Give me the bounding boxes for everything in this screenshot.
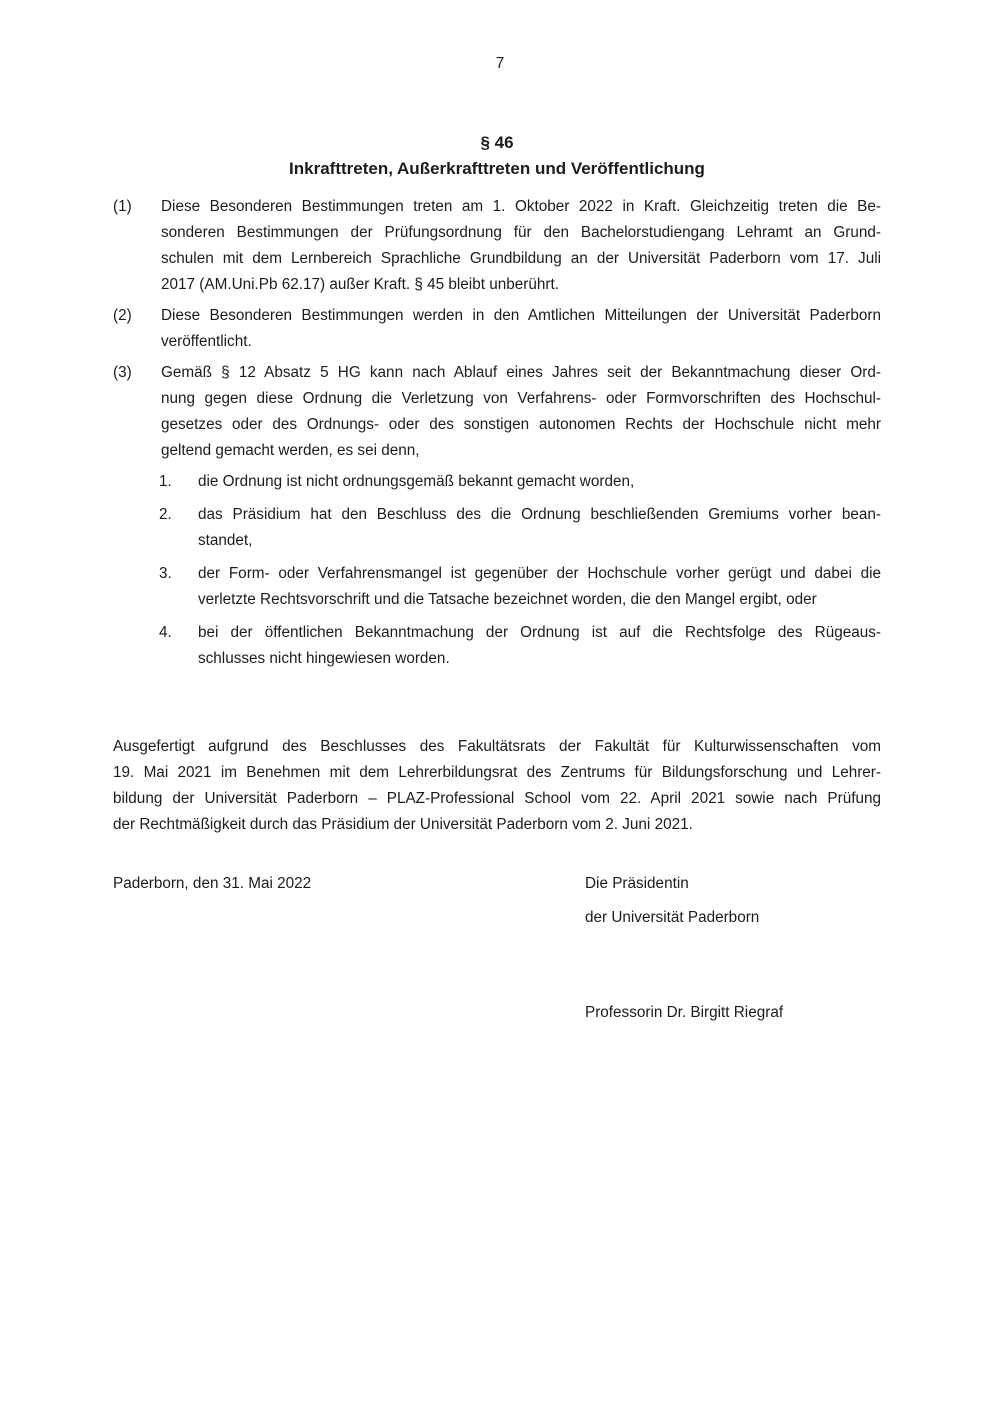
page-number: 7 xyxy=(495,55,505,72)
sublist-item xyxy=(159,620,881,672)
sublist-item-text xyxy=(198,502,881,554)
sublist-item-line: bei der öffentlichen Bekanntmachung der Ordnung ist auf die Rechtsfolge des Rügeaus- xyxy=(198,624,881,641)
sublist-item-line: schlusses nicht hingewiesen worden. xyxy=(198,650,450,667)
paragraph-marker: (1) xyxy=(113,198,132,215)
numbered-paragraph xyxy=(113,303,881,355)
closing-paragraph xyxy=(113,734,881,838)
paragraph-line: nung gegen diese Ordnung die Verletzung von Verfahrens- oder Formvorschriften des Hochschul- xyxy=(161,390,881,407)
numbered-paragraph xyxy=(113,360,881,464)
paragraph-line: veröffentlicht. xyxy=(161,333,252,350)
closing-paragraph-line: der Rechtmäßigkeit durch das Präsidium der Universität Paderborn vom 2. Juni 2021. xyxy=(113,816,693,833)
paragraph-line: Gemäß § 12 Absatz 5 HG kann nach Ablauf eines Jahres seit der Bekanntmachung dieser Ord- xyxy=(161,364,881,381)
signer-title: Die Präsidentin xyxy=(585,875,689,892)
page-content xyxy=(0,130,1000,1026)
sublist-item xyxy=(159,469,881,495)
paragraph-line: 2017 (AM.Uni.Pb 62.17) außer Kraft. § 45 bleibt unberührt. xyxy=(161,276,559,293)
sublist-item-marker: 1. xyxy=(159,473,172,490)
place-date: Paderborn, den 31. Mai 2022 xyxy=(113,875,312,892)
sublist-item-marker: 2. xyxy=(159,506,172,523)
paragraph-marker: (2) xyxy=(113,307,132,324)
closing-paragraph-line: bildung der Universität Paderborn – PLAZ-Professional School vom 22. April 2021 sowie nach Prüfung xyxy=(113,790,881,807)
sublist-item-text xyxy=(198,561,881,613)
numbered-paragraph xyxy=(113,194,881,298)
section-heading-block xyxy=(113,130,881,182)
sublist-item-marker: 4. xyxy=(159,624,172,641)
paragraph-text xyxy=(161,303,881,355)
paragraph-line: Diese Besonderen Bestimmungen treten am 1. Oktober 2022 in Kraft. Gleichzeitig treten die Be- xyxy=(161,198,881,215)
signature-column xyxy=(585,871,783,1026)
paragraph-line: gesetzes oder des Ordnungs- oder des sonstigen autonomen Rechts der Hochschule nicht mehr xyxy=(161,416,881,433)
sublist-item xyxy=(159,502,881,554)
numbered-paragraph-list xyxy=(113,194,881,464)
section-number-heading: § 46 xyxy=(480,133,514,152)
paragraph-line: sonderen Bestimmungen der Prüfungsordnung für den Bachelorstudiengang Lehramt an Grund- xyxy=(161,224,881,241)
paragraph-text xyxy=(161,360,881,464)
signer-name: Professorin Dr. Birgitt Riegraf xyxy=(585,1004,784,1021)
paragraph-line: schulen mit dem Lernbereich Sprachliche Grundbildung an der Universität Paderborn vom 17. Juli xyxy=(161,250,881,267)
numbered-sublist xyxy=(113,469,881,672)
closing-paragraph-line: Ausgefertigt aufgrund des Beschlusses des Fakultätsrats der Fakultät für Kulturwissenschaften vom xyxy=(113,738,881,755)
signature-block xyxy=(113,871,881,1026)
paragraph-marker: (3) xyxy=(113,364,132,381)
sublist-item-marker: 3. xyxy=(159,565,172,582)
sublist-item-line: der Form- oder Verfahrensmangel ist gegenüber der Hochschule vorher gerügt und dabei die xyxy=(198,565,881,582)
sublist-item-text xyxy=(198,620,881,672)
closing-paragraph-line: 19. Mai 2021 im Benehmen mit dem Lehrerbildungsrat des Zentrums für Bildungsforschung und Lehrer- xyxy=(113,764,881,781)
sublist-item-text xyxy=(198,469,881,495)
paragraph-line: geltend gemacht werden, es sei denn, xyxy=(161,442,420,459)
paragraph-text xyxy=(161,194,881,298)
paragraph-line: Diese Besonderen Bestimmungen werden in den Amtlichen Mitteilungen der Universität Paderborn xyxy=(161,307,881,324)
sublist-item xyxy=(159,561,881,613)
sublist-item-line: verletzte Rechtsvorschrift und die Tatsache bezeichnet worden, die den Mangel ergibt, oder xyxy=(198,591,817,608)
sublist-item-line: das Präsidium hat den Beschluss des die Ordnung beschließenden Gremiums vorher bean- xyxy=(198,506,881,523)
sublist-item-line: die Ordnung ist nicht ordnungsgemäß bekannt gemacht worden, xyxy=(198,473,635,490)
sublist-item-line: standet, xyxy=(198,532,253,549)
section-title-heading: Inkrafttreten, Außerkrafttreten und Veröffentlichung xyxy=(289,159,705,178)
signer-organization: der Universität Paderborn xyxy=(585,909,760,926)
